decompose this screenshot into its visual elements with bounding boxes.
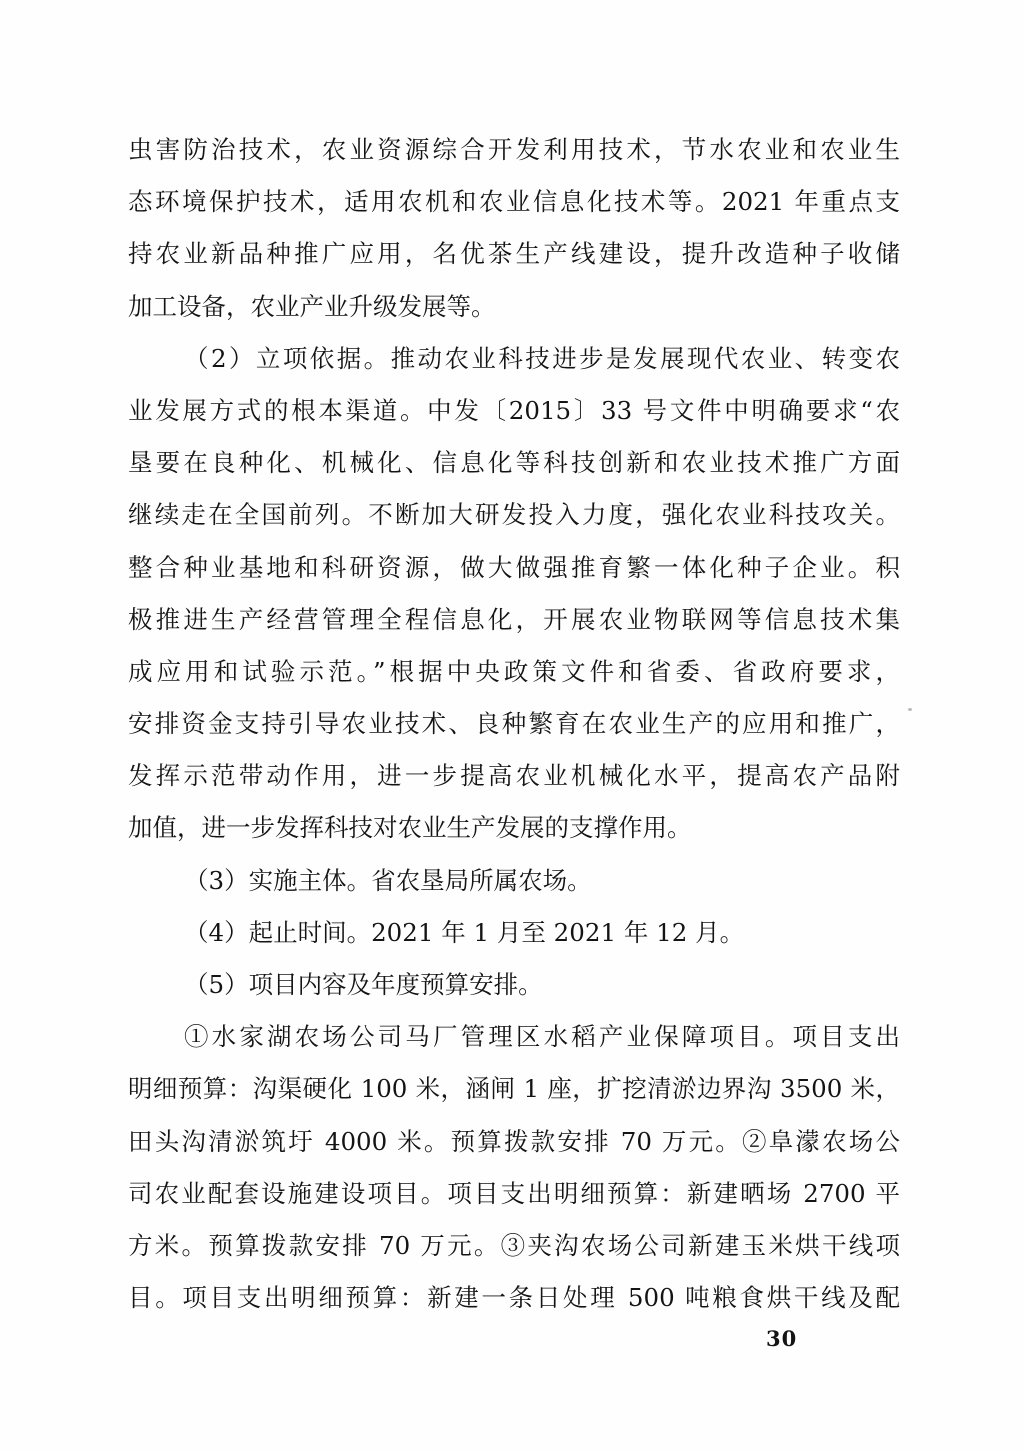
text-line: 态环境保护技术，适用农机和农业信息化技术等。2021 年重点支 [128,187,900,217]
text-line: 田头沟清淤筑圩 4000 米。预算拨款安排 70 万元。②阜濛农场公 [128,1126,900,1156]
text-line: 加工设备，农业产业升级发展等。 [128,291,496,321]
text-line: 目。项目支出明细预算：新建一条日处理 500 吨粮食烘干线及配 [128,1283,900,1313]
text-line: （2）立项依据。推动农业科技进步是发展现代农业、转变农 [184,343,900,373]
page-number: 30 [766,1326,798,1351]
text-line: 明细预算：沟渠硬化 100 米，涵闸 1 座，扩挖清淤边界沟 3500 米， [128,1074,900,1104]
text-line: ①水家湖农场公司马厂管理区水稻产业保障项目。项目支出 [184,1022,900,1052]
text-line: 加值，进一步发挥科技对农业生产发展的支撑作用。 [128,813,692,843]
text-line: 极推进生产经营管理全程信息化，开展农业物联网等信息技术集 [128,604,900,634]
scan-speck [908,708,912,711]
text-line: 整合种业基地和科研资源，做大做强推育繁一体化种子企业。积 [128,552,900,582]
text-line: 安排资金支持引导农业技术、良种繁育在农业生产的应用和推广， [128,709,900,739]
text-line: 持农业新品种推广应用，名优茶生产线建设，提升改造种子收储 [128,239,900,269]
text-line: 业发展方式的根本渠道。中发〔2015〕33 号文件中明确要求“农 [128,395,900,425]
text-line: 司农业配套设施建设项目。项目支出明细预算：新建晒场 2700 平 [128,1178,900,1208]
text-line: 垦要在良种化、机械化、信息化等科技创新和农业技术推广方面 [128,448,900,478]
text-line: 方米。预算拨款安排 70 万元。③夹沟农场公司新建玉米烘干线项 [128,1230,900,1260]
text-line: 成应用和试验示范。”根据中央政策文件和省委、省政府要求， [128,656,900,686]
text-line: 虫害防治技术，农业资源综合开发利用技术，节水农业和农业生 [128,135,900,164]
document-body [128,124,900,1324]
text-line: （5）项目内容及年度预算安排。 [184,970,543,999]
text-line: （4）起止时间。2021 年 1 月至 2021 年 12 月。 [184,917,745,947]
text-line: 发挥示范带动作用，进一步提高农业机械化水平，提高农产品附 [128,761,900,791]
text-line: （3）实施主体。省农垦局所属农场。 [184,865,592,895]
text-line: 继续走在全国前列。不断加大研发投入力度，强化农业科技攻关。 [128,500,900,530]
